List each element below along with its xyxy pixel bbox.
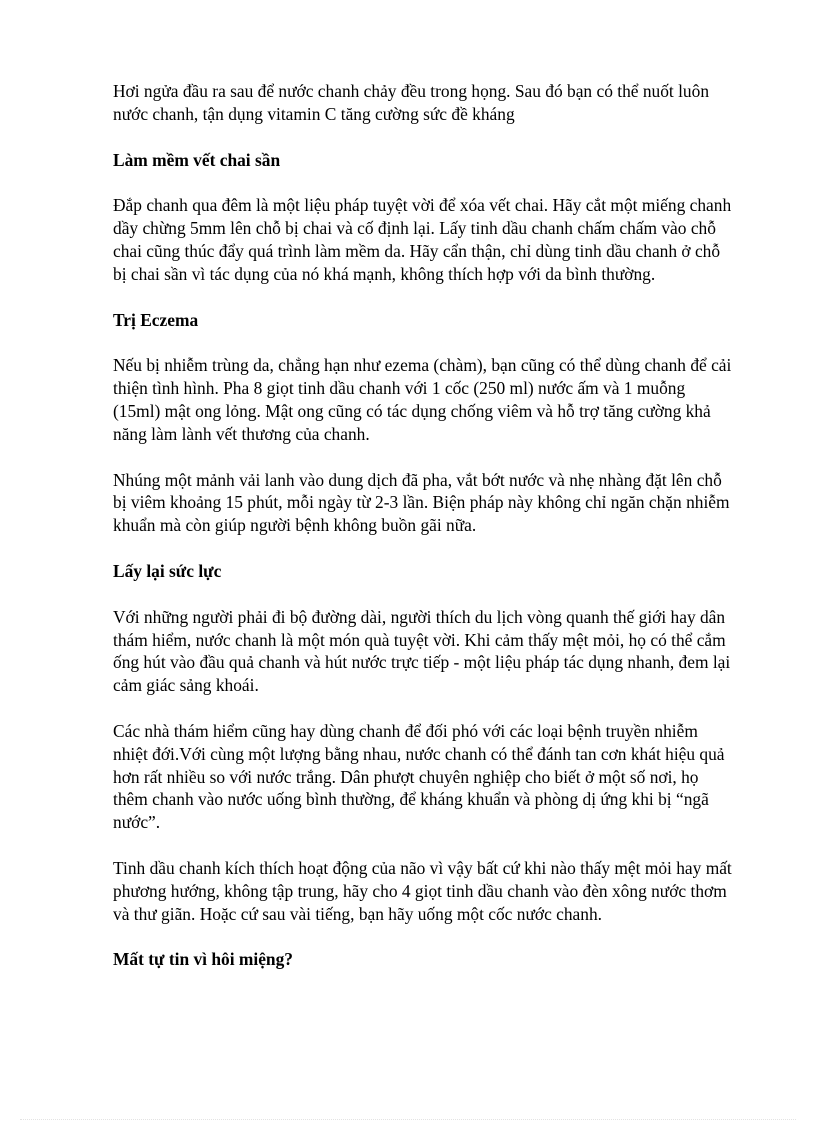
document-page [113, 80, 733, 994]
eczema-paragraph-1: Nếu bị nhiễm trùng da, chẳng hạn như ezema (chàm), bạn cũng có thể dùng chanh để cải thiện tình hình. Pha 8 giọt tinh dầu chanh với 1 cốc (250 ml) nước ấm và 1 muỗng (15ml) mật ong lỏng. Mật ong cũng có tác dụng chống viêm và hỗ trợ tăng cường khả năng làm lành vết thương của chanh. [113, 355, 732, 444]
energy-paragraph-1: Với những người phải đi bộ đường dài, người thích du lịch vòng quanh thế giới hay dân thám hiểm, nước chanh là một món quà tuyệt vời. Khi cảm thấy mệt mỏi, họ có thể cắm ống hút vào đầu quả chanh và hút nước trực tiếp - một liệu pháp tác dụng nhanh, đem lại cảm giác sảng khoái. [113, 606, 731, 696]
energy-paragraph-2: Các nhà thám hiểm cũng hay dùng chanh để đối phó với các loại bệnh truyền nhiễm nhiệt đới.Với cùng một lượng bằng nhau, nước chanh có thể đánh tan cơn khát hiệu quả hơn rất nhiều so với nước trắng. Dân phượt chuyên nghiệp cho biết ở một số nơi, họ thêm chanh vào nước uống bình thường, để kháng khuẩn và phòng dị ứng khi bị “ngã nước”. [113, 720, 725, 833]
eczema-paragraph-2: Nhúng một mảnh vải lanh vào dung dịch đã pha, vắt bớt nước và nhẹ nhàng đặt lên chỗ bị viêm khoảng 15 phút, mỗi ngày từ 2-3 lần. Biện pháp này không chỉ ngăn chặn nhiễm khuẩn mà còn giúp người bệnh không buồn gãi nữa. [113, 469, 730, 536]
intro-paragraph: Hơi ngửa đầu ra sau để nước chanh chảy đều trong họng. Sau đó bạn có thể nuốt luôn nước chanh, tận dụng vitamin C tăng cường sức đề kháng [113, 81, 710, 124]
page-bottom-divider [20, 1119, 796, 1120]
callus-paragraph-1: Đắp chanh qua đêm là một liệu pháp tuyệt vời để xóa vết chai. Hãy cắt một miếng chanh dầy chừng 5mm lên chỗ bị chai và cố định lại. Lấy tinh dầu chanh chấm chấm vào chỗ chai cũng thúc đẩy quá trình làm mềm da. Hãy cẩn thận, chỉ dùng tinh dầu chanh ở chỗ bị chai sần vì tác dụng của nó khá mạnh, không thích hợp với da bình thường. [113, 195, 732, 284]
section-heading-callus: Làm mềm vết chai sần [113, 149, 281, 170]
section-heading-energy: Lấy lại sức lực [113, 560, 222, 581]
section-heading-eczema: Trị Eczema [113, 309, 199, 330]
energy-paragraph-3: Tinh dầu chanh kích thích hoạt động của não vì vậy bất cứ khi nào thấy mệt mỏi hay mất phương hướng, không tập trung, hãy cho 4 giọt tinh dầu chanh vào đèn xông nước thơm và thư giãn. Hoặc cứ sau vài tiếng, bạn hãy uống một cốc nước chanh. [113, 857, 732, 924]
section-heading-bad-breath: Mất tự tin vì hôi miệng? [113, 949, 293, 970]
